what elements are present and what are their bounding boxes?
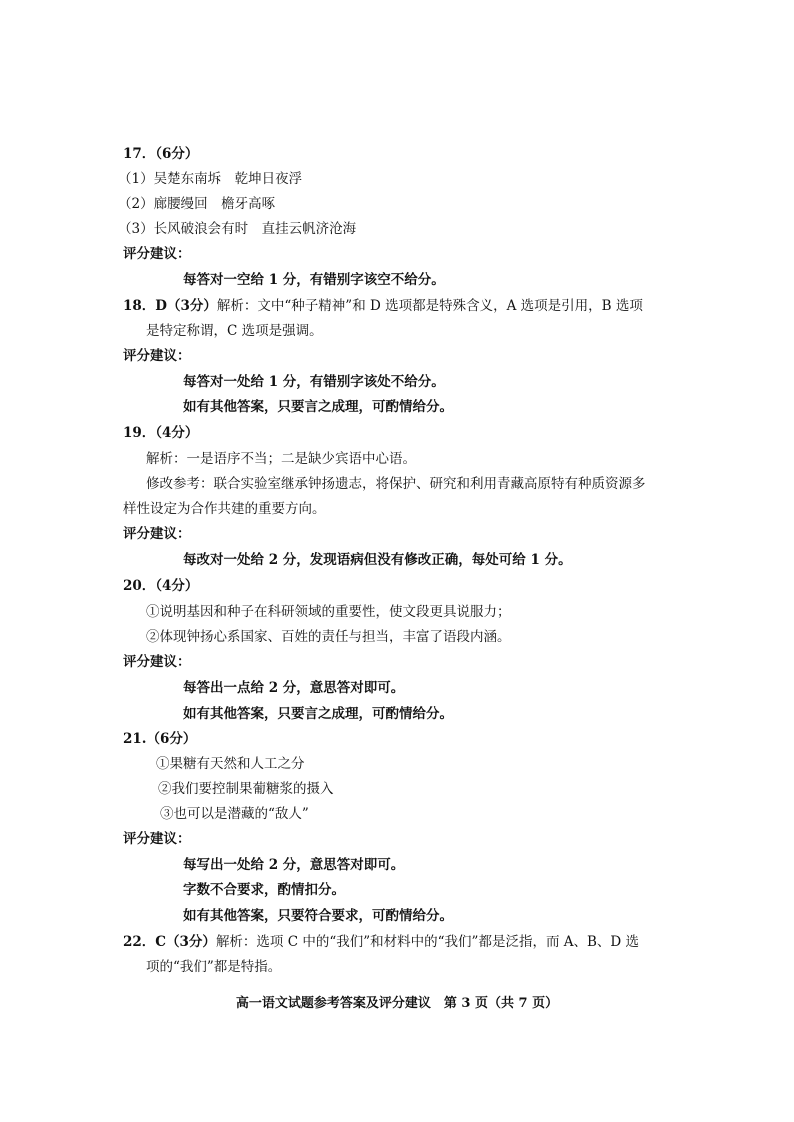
q21-rubric-2: 字数不合要求，酌情扣分。	[183, 882, 345, 898]
q22-title: 22．C（3分）	[123, 934, 216, 950]
q21-rubric-1: 每写出一处给 2 分，意思答对即可。	[183, 857, 405, 873]
q21-title: 21.（6分）	[123, 731, 197, 747]
q20-title: 20．（4分）	[123, 578, 199, 594]
q18-rubric-1: 每答对一处给 1 分，有错别字该处不给分。	[183, 374, 445, 390]
q21-rubric-label: 评分建议：	[123, 831, 191, 847]
q20-text-2: ②体现钟扬心系国家、百姓的责任与担当，丰富了语段内涵。	[146, 629, 511, 645]
q19-text-2: 修改参考：联合实验室继承钟扬遗志，将保护、研究和利用青藏高原特有种质资源多	[146, 476, 646, 492]
q20-text-1: ①说明基因和种子在科研领域的重要性，使文段更具说服力；	[146, 604, 511, 620]
q17-answer-1: （1）吴楚东南坼 乾坤日夜浮	[118, 171, 303, 187]
q17-rubric-1: 每答对一空给 1 分，有错别字该空不给分。	[183, 272, 445, 288]
q20-rubric-2: 如有其他答案，只要言之成理，可酌情给分。	[183, 706, 453, 722]
q18-text-1: 解析：文中“种子精神”和 D 选项都是特殊含义，A 选项是引用，B 选项	[216, 298, 643, 314]
q18-line	[123, 296, 643, 316]
q21-text-1: ①果糖有天然和人工之分	[156, 756, 305, 772]
q21-text-2: ②我们要控制果葡糖浆的摄入	[158, 781, 334, 797]
q17-answer-3: （3）长风破浪会有时 直挂云帆济沧海	[118, 221, 357, 237]
q18-rubric-label: 评分建议：	[123, 348, 191, 364]
q19-title: 19．（4分）	[123, 425, 199, 441]
q17-rubric-label: 评分建议：	[123, 246, 191, 262]
q18-text-2: 是特定称谓，C 选项是强调。	[146, 323, 323, 339]
q17-title: 17．（6分）	[123, 146, 199, 162]
q20-rubric-label: 评分建议：	[123, 654, 191, 670]
q22-text-1: 解析：选项 C 中的“我们”和材料中的“我们”都是泛指，而 A、B、D 选	[215, 934, 640, 950]
q22-text-2: 项的“我们”都是特指。	[146, 959, 282, 975]
q18-rubric-2: 如有其他答案，只要言之成理，可酌情给分。	[183, 399, 453, 415]
q21-text-3: ③也可以是潜藏的“敌人”	[160, 806, 309, 822]
q19-text-1: 解析：一是语序不当；二是缺少宾语中心语。	[146, 451, 416, 467]
q19-rubric-1: 每改对一处给 2 分，发现语病但没有修改正确，每处可给 1 分。	[183, 552, 572, 568]
q17-answer-2: （2）廊腰缦回 檐牙高啄	[118, 196, 276, 212]
q19-rubric-label: 评分建议：	[123, 526, 191, 542]
q19-text-3: 样性设定为合作共建的重要方向。	[123, 501, 326, 517]
q18-title: 18．D（3分）	[123, 298, 217, 314]
page-footer: 高一语文试题参考答案及评分建议 第 3 页（共 7 页）	[235, 996, 559, 1011]
q21-rubric-3: 如有其他答案，只要符合要求，可酌情给分。	[183, 908, 453, 924]
q22-line	[123, 932, 639, 952]
q20-rubric-1: 每答出一点给 2 分，意思答对即可。	[183, 680, 405, 696]
